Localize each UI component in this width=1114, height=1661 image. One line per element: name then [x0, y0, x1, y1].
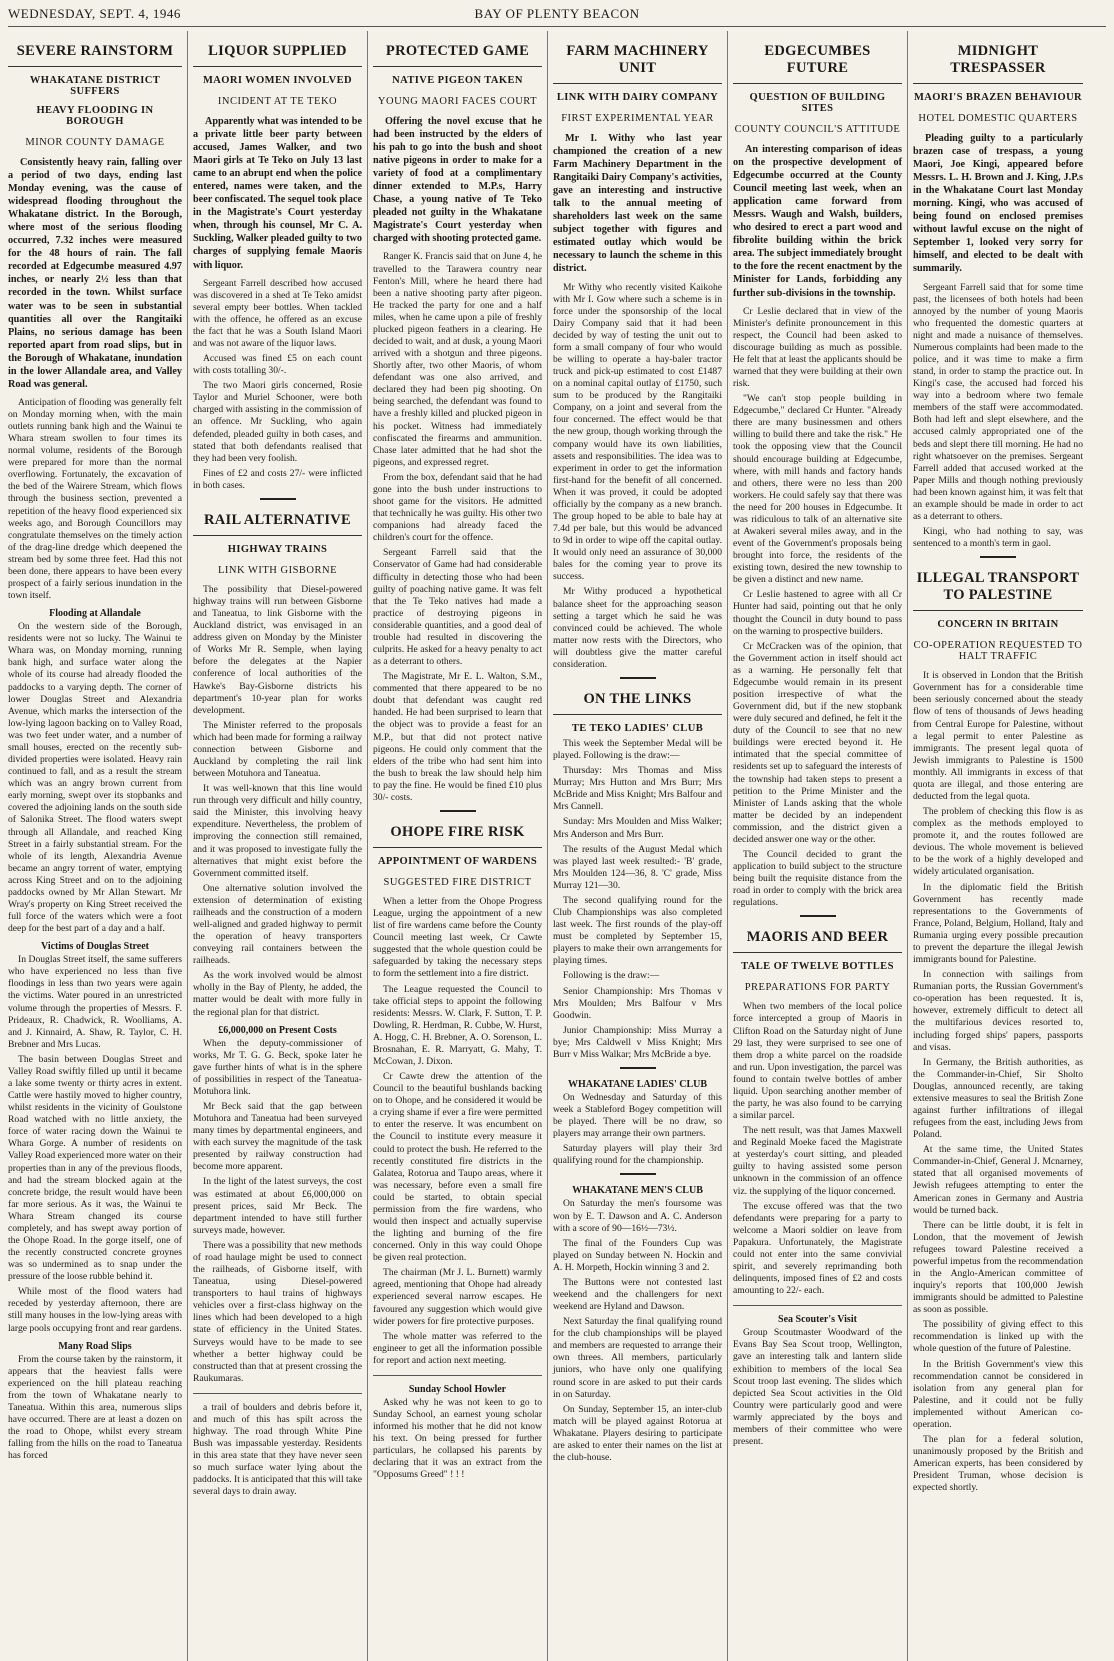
article-headline: MIDNIGHT TRESPASSER [913, 43, 1083, 84]
article-paragraph: Asked why he was not keen to go to Sunday School, an earnest young scholar informed his mother that he did not know his text. On being pressed for further particulars, he collapsed his parents by declaring that it was an extract from the "Opposums Greed" ! ! ! [373, 1396, 542, 1481]
section-subhead: Flooding at Allandale [49, 608, 141, 620]
article-subhead: FIRST EXPERIMENTAL YEAR [561, 113, 714, 124]
article-paragraph: One alternative solution involved the extension of determination of existing railheads and the construction of a modern well-aligned and graded highway to permit the operation of heavy transporters conveying rail containers between the railheads. [193, 882, 362, 967]
section-subhead: WHAKATANE LADIES' CLUB [567, 1078, 708, 1090]
section-subhead: Sea Scouter's Visit [778, 1314, 857, 1326]
article-paragraph: Group Scoutmaster Woodward of the Evans Bay Sea Scout troop, Wellington, gave an interesting talk and lantern slide exhibition to members of the local Sea Scout troop last evening. The slides which depicted Sea Scout activities in the Old Country were particularly good and were warmly appreciated by the boys and members of their committee who were present. [733, 1327, 902, 1447]
article-paragraph: Next Saturday the final qualifying round for the club championships will be played and members are requested to arrange their own threes. All members, particularly juniors, who have only one qualifying round score in are asked to put their cards in on Saturday. [553, 1316, 722, 1400]
article-paragraph: The results of the August Medal which was played last week resulted:- 'B' grade, Mrs Moulden 124—36, 8. 'C' grade, Miss Murray 121—30. [553, 843, 722, 891]
article-subhead: TE TEKO LADIES' CLUB [571, 723, 704, 735]
article-paragraph: The final of the Founders Cup was played on Sunday between N. Hockin and A. H. Morpeth, Hockin winning 3 and 2. [553, 1237, 722, 1273]
article-paragraph: a trail of boulders and debris before it, and much of this has spilt across the highway. The road through White Pine Bush was impassable yesterday. Residents in this area state that they have never seen so much surface water lying about the paddocks. It is anticipated that this will take several days to drain away. [193, 1401, 362, 1498]
article-paragraph: Cr McCracken was of the opinion, that the Government action in itself should act as a warning. He personally felt that Edgecumbe would remain in its present position irrespective of what the Government did, but if the new stopbank were duly secured and defined, he felt it the duty of the Council to see that no new buildings were erected beyond it. He intimated that the special committee of residents set up to safeguard the interests of the township had taken steps to present a petition to the Prime Minister and the Minister of Lands asking that the whole matter be decided by an independent commission, and the district given a decided answer one way or the other. [733, 640, 902, 845]
column-1 [8, 31, 188, 1661]
article-paragraph: Thursday: Mrs Thomas and Miss Murray; Mrs Hutton and Mrs Burr; Mrs McBride and Miss Knight; Mrs Balfour and Mrs Cannell. [553, 765, 722, 813]
section-subhead: Sunday School Howler [408, 1383, 507, 1395]
article-subhead: MINOR COUNTY DAMAGE [25, 137, 165, 148]
article-lead: An interesting comparison of ideas on the prospective development of Edgecumbe occurred at the County Council meeting last week, when an application came forward from Messrs. Waugh and Walsh, builders, who desired to erect a part wood and fibrolite building within the brick area. The subject immediately brought to the fore the recent enactment by the Minister for Lands, forbidding any further sub-divisions in the township. [733, 144, 902, 299]
article-paragraph: It is observed in London that the British Government has for a considerable time been seriously concerned about the steady flow of tens of thousands of Jews heading from Central Europe for Palestine, without a legal permit to enter Palestine as immigrants. The present legal quota of Jewish immigrants to Palestine is 1500 monthly. All immigrants in excess of that quota are illegal, and those entering are deducted from the legal quota. [913, 670, 1083, 803]
article-paragraph: Cr Cawte drew the attention of the Council to the beautiful bushlands backing on to Ohope, and he considered it would be a crying shame if ever a fire were permitted to enter the reserve. It was encumbent on the Council to institute every measure it could to protect the bush. He referred to the recently constituted fire districts in the Galatea, Rotorua and Taupo areas, where it was necessary, before even a small fire could be started, to obtain special permission from the fire wardens, who would then inspect and actually supervise the lighting and burning of the fire concerned. Only in this way could Ohope be given real protection. [373, 1071, 542, 1264]
article-paragraph: From the box, defendant said that he had gone into the bush under instructions to shoot game for the visitors. He admitted that technically he was guilty. His other two companions had already faced the children's court for the offence. [373, 471, 542, 544]
article-headline: MAORIS AND BEER [733, 929, 902, 953]
column-5 [728, 31, 908, 1661]
article-paragraph: Kingi, who had nothing to say, was sentenced to a month's term in gaol. [913, 526, 1083, 550]
article-headline: ON THE LINKS [553, 691, 722, 715]
article-paragraph: Mr Beck said that the gap between Motuhora and Taneatua had been surveyed many times by departmental engineers, and with each survey the magnitude of the task presented by railway construction had become more apparent. [193, 1101, 362, 1173]
article-paragraph: There can be little doubt, it is felt in London, that the movement of Jewish refugees toward Palestine received a powerful impetus from the recommendation in the Anglo-American committee of inquiry's reports that 100,000 Jewish immigrants should be admitted to Palestine as soon as possible. [913, 1219, 1083, 1316]
article-paragraph: Saturday players will play their 3rd qualifying round for the championship. [553, 1143, 722, 1167]
article-subhead: HIGHWAY TRAINS [227, 543, 328, 555]
article-paragraph: The problem of checking this flow is as complex as the methods employed to promote it, and the routes followed are devious. The whole movement is believed to be the work of a highly developed and widely articulated organisation. [913, 806, 1083, 878]
article-paragraph: The whole matter was referred to the engineer to get all the information possible for report and action next meeting. [373, 1330, 542, 1366]
divider [980, 556, 1016, 558]
article-paragraph: Anticipation of flooding was generally felt on Monday morning when, with the main outlets running bank high and the Wainui te Whara stream swollen to four times its normal volume, residents of the Borough were prepared for more than the normal overflowing. Fortunately, the excavation of the bed of the Wairere Stream, which flows through the business section, prevented a repetition of the heavy flood experienced six weeks ago, and Borough Councillors may congratulate themselves on the timely action of the drag-line dredge which deepened the stream bed by some three feet. Had this not been done, there appears to have been every prospect of a fairly serious inundation in the town itself. [8, 396, 182, 602]
article-paragraph: In connection with sailings from Rumanian ports, the Russian Government's co-operation has been requested. It is, however, extremely difficult to detect all the multifarious devices resorted to, including forged ships' papers, passports and visas. [913, 969, 1083, 1053]
article-paragraph: Accused was fined £5 on each count with costs totalling 30/-. [193, 353, 362, 377]
article-subhead: QUESTION OF BUILDING SITES [749, 92, 886, 114]
masthead-title: BAY OF PLENTY BEACON [474, 6, 640, 21]
article-paragraph: From the course taken by the rainstorm, it appears that the heaviest falls were experienced on the hill plateau reaching from the town of Whakatane nearly to Taneatua. Within this area, numerous slips have occurred. There are at least a dozen on the road to Ohope, whilst every stream falling from the hills on the road to Taneatua has forced [8, 1353, 182, 1462]
article-subhead: HEAVY FLOODING IN BOROUGH [36, 105, 154, 127]
article-subhead: INCIDENT AT TE TEKO [217, 96, 338, 107]
article-subhead: YOUNG MAORI FACES COURT [377, 96, 538, 107]
article-paragraph: Mr Withy who recently visited Kaikohe with Mr I. Gow where such a scheme is in force under the sponsorship of the local Dairy Company said that it had been decided by way of testing the unit out to form a small company of four who would be willing to operate a hay-baler tractor truck and pick-up estimated to cost £1487 on a nominal capital outlay of £1750, such sum to be produced by the Rangitaiki Company, on a joint and several from the four concerned. The effect would be that the new group, though working through the company would have its own liabilities, assets and responsibilities. The idea was to experiment in order to get the information first-hand for the benefit of all concerned. When it was proved, it could be adopted officially by the company as a new branch. The group hoped to be able to bale hay at 7.4d per bale, but this would be advanced to 9d in order to wipe off the capital outlay. It would only need an assurance of 30,000 bales for the coming year to prove its success. [553, 281, 722, 583]
article-paragraph: The possibility that Diesel-powered highway trains will run between Gisborne and Taneatua, to link Gisborne with the Auckland district, was envisaged in an address given on Monday by the Minister of Works Mr R. Semple, when laying before the delegates at the Napier conference of local authorities of the Hawke's Bay-Gisborne districts his department's 10-year plan for works development. [193, 583, 362, 716]
article-paragraph: Cr Leslie hastened to agree with all Cr Hunter had said, pointing out that he only thought the Council in duty bound to pass on the warning to prospective builders. [733, 589, 902, 637]
article-paragraph: The possibility of giving effect to this recommendation is linked up with the whole question of the future of Palestine. [913, 1319, 1083, 1355]
column-6 [908, 31, 1088, 1661]
article-subhead: APPOINTMENT OF WARDENS [377, 855, 538, 867]
article-paragraph: Sergeant Farrell described how accused was discovered in a shed at Te Teko amidst several empty beer bottles. When tackled with the offence, he offered as an excuse the fact that he was a South Island Maori and was not aware of the liquor laws. [193, 277, 362, 349]
article-lead: Offering the novel excuse that he had been instructed by the elders of his pah to go into the bush and shoot native pigeons in order to make for a variety of food at a complimentary dinner extended to M.P.s, Harry Chase, a young native of Te Teko pleaded not guilty in the Whakatane Magistrate's Court yesterday when charged with shooting protected game. [373, 116, 542, 245]
article-paragraph: The Magistrate, Mr E. L. Walton, S.M., commented that there appeared to be no doubt that defendant was caught red handed. He had been surprised to learn that the object was to provide a feast for an M.P., but that did not protect native pigeons. He could only comment that the elders of the tribe who had sent him into the bush to break the law should help him to pay the fine. He would be fined £10 plus 30/- costs. [373, 671, 542, 803]
article-paragraph: Ranger K. Francis said that on June 4, he travelled to the Tarawera country near Fenton's Mill, where he heard there had been a native shooting party after pigeon. He tracked the party for one and a half miles, when he came upon a pile of freshly plucked pigeon feathers in a clearing. He decided to wait, and at dusk, a young Maori arrived with a shotgun and three pigeons. Shortly after, two other Maoris, of whom defendant was one also arrived, and declared they had been pig shooting. On being searched, the defendant was found to have a freshly killed and plucked pigeon in his pocket. Witness had immediately confiscated the firearms and ammunition. Chase later admitted that he had shot the pigeons, and expressed regret. [373, 251, 542, 468]
article-paragraph: Following is the draw:— [563, 970, 660, 982]
article-headline: ILLEGAL TRANSPORT TO PALESTINE [913, 570, 1083, 611]
article-subhead: SUGGESTED FIRE DISTRICT [383, 876, 532, 888]
divider [373, 1375, 542, 1376]
article-paragraph: There was a possibility that new methods of road haulage might be used to connect the railheads, of Gisborne itself, with Taneatua, using Diesel-powered transporters to haul trains of highways vehicles over a first-class highway on the lines which had been developed to a high state of efficiency in the United States. Surveys would have to be made to see whether a better highway could be constructed than that at present crossing the Raukumaras. [193, 1239, 362, 1384]
divider [260, 498, 296, 500]
article-paragraph: The League requested the Council to take official steps to appoint the following residents: Messrs. W. Clark, F. Sutton, T. P. Dowling, R. Herdman, R. Cubbe, W. Hurst, A. Hogg, C. H. Brebner, A. O. Sorenson, L. Brosnahan, E. R. Marryatt, G. Mahy, T. McCowan, J. Dixon. [373, 983, 542, 1067]
article-paragraph: In the diplomatic field the British Government has recently made representations to the Governments of France, Poland, Belgium, Holland, Italy and Rumania urging every possible precaution to prevent the departure the illegal Jewish immigrants bound for Palestine. [913, 881, 1083, 966]
article-paragraph: The Council decided to grant the application to build subject to the structure being built the requisite distance from the road in order to comply with the brick area regulations. [733, 849, 902, 909]
article-headline: EDGECUMBES FUTURE [733, 43, 902, 84]
article-subhead: TALE OF TWELVE BOTTLES [741, 961, 894, 973]
article-paragraph: Cr Leslie declared that in view of the Minister's definite pronouncement in this respect, the Council had been asked to discourage building as much as possible. He felt that at least the applicants should be warned that they were building at their own risk. [733, 305, 902, 390]
article-paragraph: In Germany, the British authorities, as the Commander-in-Chief, Sir Sholto Douglas, announced recently, are taking extensive measures to seal the British Zone against further infiltrations of illegal refugees from the east, including Jews from Poland. [913, 1056, 1083, 1141]
article-headline: PROTECTED GAME [373, 43, 542, 67]
article-paragraph: Sergeant Farrell said that the Conservator of Game had had considerable difficulty in detecting those who had been guilty of poaching native game. It was felt that the Te Teko natives had made a practice of destroying pigeons in considerable quantities, and a good deal of trouble had resulted in discovering the culprits. He asked for a heavy penalty to act as a deterrant to others. [373, 547, 542, 668]
article-paragraph: The Minister referred to the proposals which had been made for forming a railway connection between Gisborne and Auckland by completing the rail link between Motuhora and Taneatua. [193, 719, 362, 780]
article-paragraph: The plan for a federal solution, unanimously proposed by the British and American experts, has been considered by President Truman, whose decision is expected shortly. [913, 1434, 1083, 1494]
article-subhead: MAORI WOMEN INVOLVED [203, 75, 352, 86]
article-lead: Pleading guilty to a particularly brazen case of trespass, a young Maori, Joe Kingi, appeared before Messrs. L. H. Brown and J. King, J.P.s in the Whakatane Court last Monday morning. Kingi, who was accused of being found on enclosed premises without lawful excuse on the night of September 1, looked very sorry for himself, and elected to be dealt with summarily. [913, 133, 1083, 275]
article-paragraph: The chairman (Mr J. L. Burnett) warmly agreed, mentioning that Ohope had already experienced several narrow escapes. He favoured any suggestion which would give wider powers for fire protective purposes. [373, 1267, 542, 1327]
article-paragraph: While most of the flood waters had receded by yesterday afternoon, there are still many houses in the low-lying areas with large pools occupying front and rear gardens. [8, 1286, 182, 1334]
article-paragraph: On Saturday the men's foursome was won by E. T. Dawson and A. C. Anderson with a score of 90—16½—73½. [553, 1198, 722, 1234]
column-3 [368, 31, 548, 1661]
article-paragraph: This week the September Medal will be played. Following is the draw:— [553, 738, 722, 762]
divider [620, 677, 656, 679]
section-subhead: WHAKATANE MEN'S CLUB [572, 1185, 703, 1197]
article-headline: FARM MACHINERY UNIT [553, 43, 722, 84]
article-subhead: PREPARATIONS FOR PARTY [744, 982, 891, 994]
article-paragraph: In the light of the latest surveys, the cost was estimated at about £6,000,000 on present prices, said Mr Beck. The department intended to have still further surveys made, however. [193, 1176, 362, 1236]
article-subhead: NATIVE PIGEON TAKEN [392, 75, 523, 86]
article-paragraph: As the work involved would be almost wholly in the Bay of Plenty, he added, the matter would be dealt with more fully in the regional plan for that district. [193, 970, 362, 1018]
masthead [8, 6, 1106, 27]
article-subhead: CONCERN IN BRITAIN [937, 619, 1059, 631]
article-paragraph: In Douglas Street itself, the same sufferers who have experienced no less than five floodings in less than two years were again the victims. Water poured in an unrestricted volume through the properties of Messrs. F. Prideaux, R. Chadwick, R. Woolliams, A. and J. Kinnaird, A. Shaw, R. Taylor, C. H. Brebner and Mrs Lucas. [8, 954, 182, 1050]
article-paragraph: When a letter from the Ohope Progress League, urging the appointment of a new list of fire wardens came before the County Council meeting last week, Cr Cawte suggested that the whole question could be safeguarded by taking the necessary steps to form the settlement into a fire district. [373, 895, 542, 980]
article-paragraph: Senior Championship: Mrs Thomas v Mrs Moulden; Mrs Balfour v Mrs Goodwin. [553, 985, 722, 1021]
article-subhead: MAORI'S BRAZEN BEHAVIOUR [913, 92, 1083, 103]
article-lead: Consistently heavy rain, falling over a period of two days, ending last Monday evening, was the cause of widespread flooding throughout the Whakatane district. In the Borough, where most of the serious flooding occurred, 7.32 inches were measured for the 48 hours of rain. The fall recorded at Edgecumbe measured 4.97 inches, or nearly 2½ less than that recorded in the town. Whilst surface water was to be seen in substantial quantities all over the Rangitaiki Plains, no serious damage has been reported apart from road slips, but in the Borough of Whakatane, inundation in the lower Allandale area, and Valley Road was general. [8, 157, 182, 390]
article-paragraph: The excuse offered was that the two defendants were preparing for a party to welcome a Maori soldier on leave from Papakura. Unfortunately, the Magistrate could not enter into the same convivial spirit, and severely reprimanding both delinquents, imposed fines of £2 and costs amounting to 22/- each. [733, 1200, 902, 1297]
section-subhead: Many Road Slips [58, 1340, 132, 1352]
article-paragraph: On the western side of the Borough, residents were not so lucky. The Wainui te Whara was, on Monday morning, running bank high, and surface water along the whole of its course had already flooded the paddocks to a varying depth. The corner of lower Douglas Street and Alexandria Avenue, which marks the intersection of the low-lying lagoon backing on to Valley Road, was two feet under water, and a number of small houses, erected on the recently sub-divided properties were isolated. Heavy rain continued to fall, and as a result the stream which was an angry brown current from early morning, swept over its stopbanks and covered the adjoining lands on the south side of Salonika Street. The flood waters swept through all Allandale, and reached King Street in a fairly substantial stream. For the whole of its length, Alexandria Avenue became an angry torrent of water, emptying across King Street and on to the adjoining paddocks owned by Mr Allan Stewart. Mr Wray's property on King Street received the full force of the waters which were a foot deep for the best part of a day and a half. [8, 621, 182, 935]
article-paragraph: Fines of £2 and costs 27/- were inflicted in both cases. [193, 467, 362, 491]
article-paragraph: The two Maori girls concerned, Rosie Taylor and Muriel Schooner, were both charged with assisting in the commission of an offence. Mr Suckling, who again defended, pleaded guilty in both cases, and stated that both defendants realised that they had been very foolish. [193, 380, 362, 464]
divider [620, 1067, 656, 1069]
divider [620, 1173, 656, 1175]
article-lead: Apparently what was intended to be a private little beer party between accused, James Walker, and two Maori girls at Te Teko on July 13 last came to an abrupt end when the police entered, names were taken, and the beer confiscated. The sequel took place in the Magistrate's Court yesterday when, through his counsel, Mr C. A. Suckling, Walker pleaded guilty to two charges of supplying female Maoris with liquor. [193, 116, 362, 271]
article-headline: RAIL ALTERNATIVE [193, 512, 362, 536]
divider [800, 915, 836, 917]
article-paragraph: Sergeant Farrell said that for some time past, the licensees of both hotels had been annoyed by the number of young Maoris who frequented the domestic quarters at night and made a nuisance of themselves. Numerous complaints had been made to the police, and it was time to make a firm stand, in order to stamp the practice out. In Kingi's case, the accused had forced his way into a bedroom where two female members of the staff were accommodated. Both had left and slept elsewhere, and the accused calmly appropriated one of the beds and slept there till morning. He had no right whatsoever on the premises. Sergeant Farrell added that accused worked at the Paper Mills and though nothing previously had been known against him, it was felt that an example should be made in order to act as a deterrant to others. [913, 281, 1083, 522]
section-subhead: £6,000,000 on Present Costs [218, 1024, 337, 1036]
article-subhead: LINK WITH DAIRY COMPANY [556, 92, 719, 103]
article-paragraph: On Sunday, September 15, an inter-club match will be played against Rotorua at Whakatane. Players desiring to participate are asked to enter their names on the list at the club-house. [553, 1403, 722, 1463]
article-subhead: LINK WITH GISBORNE [217, 564, 338, 576]
column-2 [188, 31, 368, 1661]
article-paragraph: "We can't stop people building in Edgecumbe," declared Cr Hunter. "Already there are many businessmen and others willing to build there and take the risk." He took the opposing view that the Council should encourage building at Edgecumbe, where, with mill hands and factory hands and others, there were no less than 200 workers. He could safely say that there was the need for 200 houses in Edgecumbe. It was ridiculous to talk of an alternative site at Awakeri several miles away, and in the event of the Government's proposals being brought into force, the residents of the existing town, desired the new township to be given a distinct and new name. [733, 393, 902, 586]
article-paragraph: Sunday: Mrs Moulden and Miss Walker; Mrs Anderson and Mrs Burr. [553, 816, 722, 840]
divider [440, 810, 476, 812]
article-paragraph: Mr Withy produced a hypothetical balance sheet for the approaching season setting a target which he said he was convinced could be achieved. The whole matter now rests with the Directors, who will doubtless give the matter careful consideration. [553, 586, 722, 670]
article-paragraph: When the deputy-commissioner of works, Mr T. G. G. Beck, spoke later he gave further hints of what is in the sphere of possibilities in respect of the Taneatua-Motuhora link. [193, 1037, 362, 1097]
article-subhead: WHAKATANE DISTRICT SUFFERS [29, 75, 161, 97]
article-paragraph: The basin between Douglas Street and Valley Road swiftly filled up until it became a lake some twenty or thirty acres in extent. Cattle were hastily moved to higher country, whilst residents in the vicinity of Goulstone Road watched with no little anxiety, the force of water racing down the Wainui te Whara Gorge. A number of residents on Valley Road experienced more water on their properties than in any of the previous floods, and had the stream blocked again at the concrete bridge, the result would have been far more serious. As it was, the Wainui te Whara Stream changed its course completely, and has swept away portion of the Ohope Road. In the gorge itself, one of the recently constructed concrete groynes was so undermined as to snap under the pressure of the loose rubble behind it. [8, 1053, 182, 1283]
divider [193, 1393, 362, 1394]
article-headline: OHOPE FIRE RISK [373, 824, 542, 848]
article-paragraph: The second qualifying round for the Club Championships was also completed last week. The first rounds of the play-off must be completed by September 15, players to make their own arrangements for playing times. [553, 894, 722, 967]
masthead-date: WEDNESDAY, SEPT. 4, 1946 [8, 6, 181, 21]
article-paragraph: The nett result, was that James Maxwell and Reginald Moeke faced the Magistrate at yesterday's court sitting, and pleaded guilty to having assisted some person unknown in the commission of an offence viz. the supplying of the liquor concerned. [733, 1125, 902, 1197]
article-subhead: HOTEL DOMESTIC QUARTERS [918, 113, 1078, 124]
article-paragraph: Junior Championship: Miss Murray a bye; Mrs Caldwell v Miss Knight; Mrs Burr v Miss Walkar; Mrs McBride a bye. [553, 1024, 722, 1060]
article-paragraph: It was well-known that this line would run through very difficult and hilly country, said the Minister, this involving heavy expenditure. Nevertheless, the problem of improving the connection still remained, and it was proposed to investigate fully the alternatives that might exist before the Government committed itself. [193, 783, 362, 879]
article-paragraph: When two members of the local police force intercepted a group of Maoris in Clifton Road on the Saturday night of June 29 last, they were surprised to see one of them drop a white parcel on the roadside and run. Upon investigation, the parcel was found to contain twelve bottles of amber liquid. Upon searching another member of the party, he was also found to be carrying a similar parcel. [733, 1001, 902, 1122]
column-4 [548, 31, 728, 1661]
article-lead: Mr I. Withy who last year championed the creation of a new Farm Machinery Department in the Rangitaiki Dairy Company's activities, gave an interesting and instructive talk to the annual meeting of shareholders last week on the same subject together with figures and estimated outlay which would be necessary to launch the scheme in this district. [553, 133, 722, 275]
article-headline: LIQUOR SUPPLIED [193, 43, 362, 67]
article-paragraph: At the same time, the United States Commander-in-Chief, General J. Mcnarney, stated that all organised movements of Jewish refugees attempting to enter the American zones in Germany and Austria would be turned back. [913, 1144, 1083, 1216]
divider [733, 1305, 902, 1306]
article-paragraph: The Buttons were not contested last weekend and the challengers for next weekend are Hyland and Dawson. [553, 1276, 722, 1313]
article-subhead: CO-OPERATION REQUESTED TO HALT TRAFFIC [913, 640, 1083, 663]
article-paragraph: In the British Government's view this recommendation cannot be considered in isolation from any general plan for Palestine, and it could not be fully implemented without American co-operation. [913, 1358, 1083, 1430]
article-paragraph: On Wednesday and Saturday of this week a Stableford Bogey competition will be played. There will be no draw, so players may arrange their own partners. [553, 1091, 722, 1140]
article-headline: SEVERE RAINSTORM [8, 43, 182, 67]
article-subhead: COUNTY COUNCIL'S ATTITUDE [734, 124, 901, 135]
columns [8, 31, 1106, 1661]
section-subhead: Victims of Douglas Street [40, 941, 150, 953]
